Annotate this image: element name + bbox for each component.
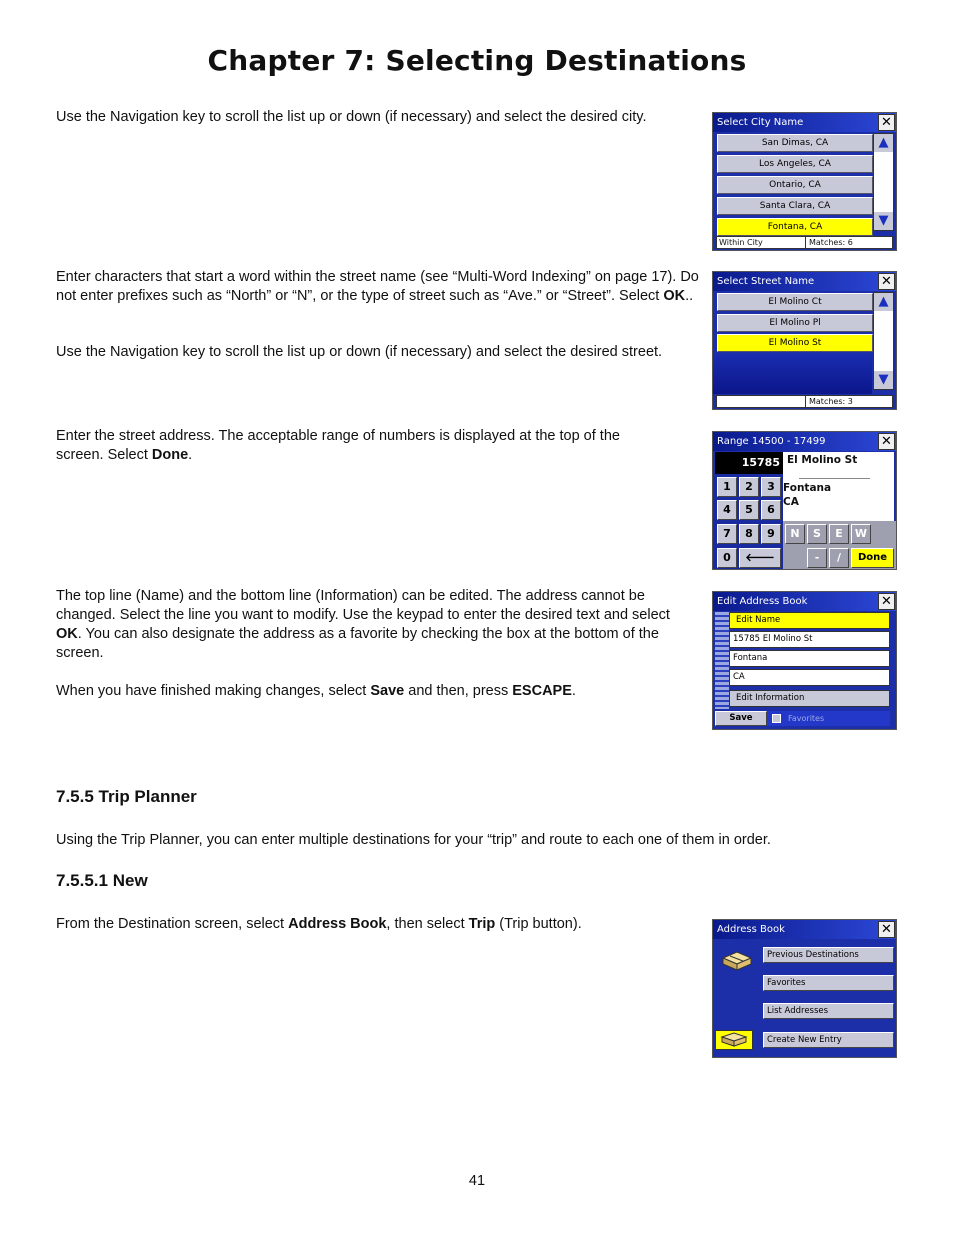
trip-button[interactable]	[715, 1030, 753, 1050]
paragraph-select-city: Use the Navigation key to scroll the list up or down (if necessary) and select the desired city.	[56, 109, 647, 125]
close-icon[interactable]: ✕	[878, 593, 895, 610]
address-line-row: 15785 El Molino St	[729, 631, 890, 648]
close-icon[interactable]: ✕	[878, 433, 895, 450]
text: .	[188, 447, 193, 463]
key-s[interactable]: S	[807, 524, 827, 544]
paragraph-save	[56, 682, 696, 701]
address-range-screen	[712, 431, 897, 570]
screen-title-bar: Range 14500 - 17499	[713, 432, 896, 451]
favorites-label: Favorites	[788, 714, 825, 723]
favorites-button[interactable]: Favorites	[763, 975, 894, 991]
preview-street: El Molino St	[787, 454, 858, 466]
text: and then, press	[404, 683, 513, 699]
street-item-1[interactable]: El Molino Pl	[717, 314, 873, 332]
arrow-up-icon[interactable]: ▲	[874, 134, 893, 152]
favorites-checkbox[interactable]	[772, 714, 781, 723]
heading-new: 7.5.5.1 New	[56, 871, 148, 890]
scrollbar[interactable]	[873, 133, 894, 231]
previous-destinations-button[interactable]: Previous Destinations	[763, 947, 894, 963]
text-bold: Address Book	[288, 916, 387, 932]
text: . You can also designate the address as a favorite by checking the box at the bottom of the screen.	[56, 626, 659, 661]
key-3[interactable]: 3	[761, 477, 781, 497]
text-bold: OK	[56, 626, 78, 642]
key-5[interactable]: 5	[739, 500, 759, 520]
match-count: Matches: 6	[809, 238, 853, 247]
city-item-1[interactable]: Los Angeles, CA	[717, 155, 873, 173]
key-0[interactable]: 0	[717, 548, 737, 568]
city-item-3[interactable]: Santa Clara, CA	[717, 197, 873, 215]
text: From the Destination screen, select	[56, 916, 289, 932]
status-bar	[716, 395, 893, 408]
list-addresses-button[interactable]: List Addresses	[763, 1003, 894, 1019]
arrow-down-icon[interactable]: ▼	[874, 212, 893, 230]
preview-city: Fontana	[783, 482, 832, 494]
city-item-4[interactable]: Fontana, CA	[717, 218, 873, 236]
status-bar	[716, 236, 893, 249]
key-w[interactable]: W	[851, 524, 871, 544]
save-button[interactable]: Save	[715, 711, 767, 726]
text-bold: OK	[663, 288, 686, 304]
edit-information-row[interactable]: Edit Information	[729, 690, 890, 707]
empty-list-area	[713, 354, 872, 394]
paragraph-new	[56, 915, 676, 934]
preview-state: CA	[783, 496, 799, 508]
street-item-2[interactable]: El Molino St	[717, 334, 873, 352]
select-city-screen	[712, 112, 897, 251]
number-entry[interactable]: 15785	[715, 452, 783, 474]
text: , then select	[386, 916, 469, 932]
state-row: CA	[729, 669, 890, 686]
text-bold: Done	[151, 447, 189, 463]
status-left: Within City	[719, 238, 763, 247]
text: The top line (Name) and the bottom line (Information) can be edited. The address cannot be changed. Select the line you want to modify. Use the keypad to enter the desired text and select	[56, 588, 670, 623]
text: (Trip button).	[495, 916, 582, 932]
city-item-2[interactable]: Ontario, CA	[717, 176, 873, 194]
backspace-key[interactable]	[739, 548, 781, 568]
key-slash[interactable]: /	[829, 548, 849, 568]
trip-icon	[716, 1031, 752, 1049]
arrow-down-icon[interactable]: ▼	[874, 371, 893, 389]
key-4[interactable]: 4	[717, 500, 737, 520]
text-bold: ESCAPE	[512, 683, 572, 699]
close-icon[interactable]: ✕	[878, 273, 895, 290]
key-8[interactable]: 8	[739, 524, 759, 544]
select-street-screen	[712, 271, 897, 410]
street-item-0[interactable]: El Molino Ct	[717, 293, 873, 311]
key-dash[interactable]: -	[807, 548, 827, 568]
text-bold: Save	[370, 683, 405, 699]
screen-title-bar: Select City Name	[713, 113, 896, 132]
edit-address-book-screen	[712, 591, 897, 730]
paragraph-select-street: Use the Navigation key to scroll the list up or down (if necessary) and select the desired street.	[56, 344, 663, 360]
text: Enter characters that start a word within the street name (see “Multi-Word Indexing” on page 17). Do not enter prefixes such as “North” or “N”, or the type of street such as “Ave.” or “Street”. Select	[56, 269, 699, 304]
page-number: 41	[468, 1173, 486, 1189]
text: When you have finished making changes, select	[56, 683, 371, 699]
back-arrow-icon: 🡐	[745, 551, 775, 564]
create-new-entry-button[interactable]: Create New Entry	[763, 1032, 894, 1048]
key-7[interactable]: 7	[717, 524, 737, 544]
done-button[interactable]: Done	[851, 548, 894, 568]
page-title: Chapter 7: Selecting Destinations	[207, 44, 747, 77]
close-icon[interactable]: ✕	[878, 114, 895, 131]
paragraph-street-name	[56, 268, 706, 306]
key-n[interactable]: N	[785, 524, 805, 544]
match-count: Matches: 3	[809, 397, 853, 406]
close-icon[interactable]: ✕	[878, 921, 895, 938]
address-preview	[783, 452, 894, 521]
scrollbar[interactable]	[873, 292, 894, 390]
text: ..	[685, 288, 694, 304]
text: .	[571, 683, 576, 699]
arrow-up-icon[interactable]: ▲	[874, 293, 893, 311]
key-2[interactable]: 2	[739, 477, 759, 497]
key-6[interactable]: 6	[761, 500, 781, 520]
screen-title-bar: Edit Address Book	[713, 592, 896, 611]
paragraph-trip-planner: Using the Trip Planner, you can enter multiple destinations for your “trip” and route to each one of them in order.	[56, 832, 771, 848]
paragraph-edit-address	[56, 587, 686, 663]
screen-title-bar: Select Street Name	[713, 272, 896, 291]
edit-name-row[interactable]: Edit Name	[729, 612, 890, 629]
address-book-screen	[712, 919, 897, 1058]
bottom-bar	[715, 711, 890, 726]
key-1[interactable]: 1	[717, 477, 737, 497]
city-item-0[interactable]: San Dimas, CA	[717, 134, 873, 152]
text-bold: Trip	[468, 916, 496, 932]
address-book-icon	[721, 950, 753, 974]
screen-title-bar: Address Book	[713, 920, 896, 939]
paragraph-street-address	[56, 427, 666, 465]
text: Enter the street address. The acceptable range of numbers is displayed at the top of the screen. Select	[56, 428, 620, 463]
key-e[interactable]: E	[829, 524, 849, 544]
notebook-spiral	[715, 612, 729, 709]
city-row: Fontana	[729, 650, 890, 667]
key-9[interactable]: 9	[761, 524, 781, 544]
heading-trip-planner: 7.5.5 Trip Planner	[56, 787, 197, 806]
